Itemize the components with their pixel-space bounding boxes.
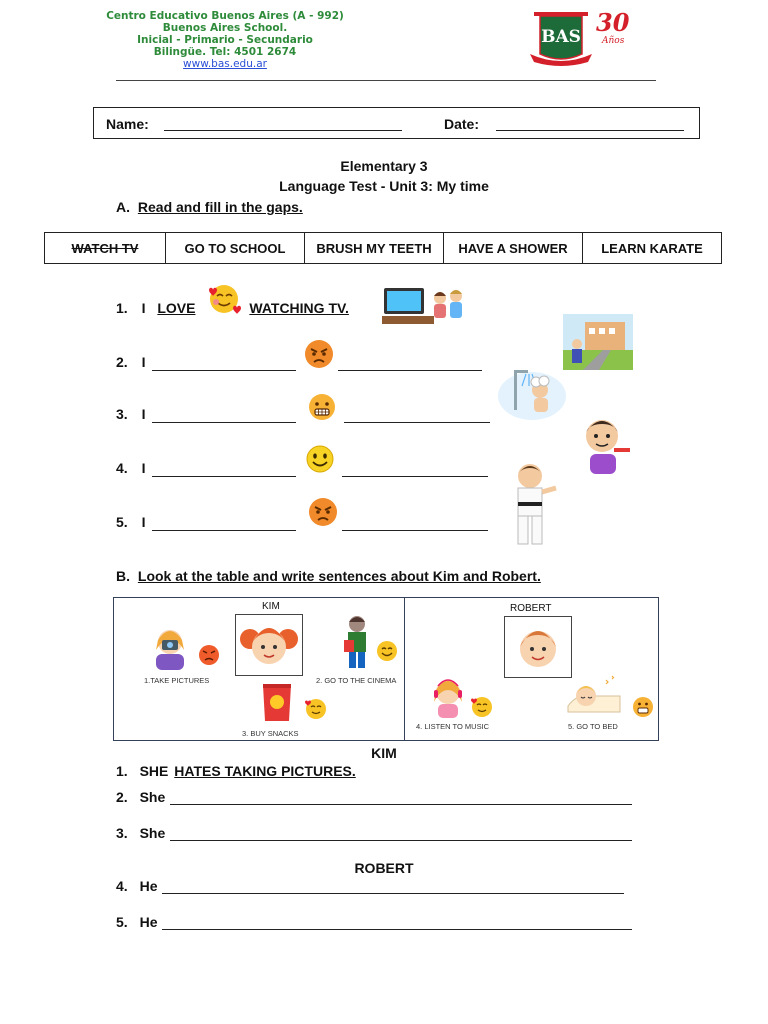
- go-to-bed-picture: [566, 672, 624, 718]
- caption-cinema: 2. GO TO THE CINEMA: [316, 676, 397, 685]
- item-verb: LOVE: [157, 300, 196, 316]
- caption-go-to-bed: 5. GO TO BED: [568, 722, 618, 731]
- sentence-3-blank[interactable]: [170, 828, 632, 841]
- exercise-a-item-4: [116, 460, 145, 476]
- sentence-subject: He: [139, 878, 158, 894]
- school-logo: [526, 10, 596, 66]
- shower-picture: [496, 366, 568, 422]
- section-a-instruction: Read and fill in the gaps.: [137, 199, 303, 215]
- anniversary-word: Años: [602, 36, 625, 46]
- item-subject: I: [141, 406, 146, 422]
- angry-face-icon: [198, 644, 220, 666]
- exercise-a-item-5: [116, 514, 145, 530]
- karate-picture: [508, 462, 560, 548]
- header-rule: [116, 80, 656, 81]
- sentence-number: 2.: [116, 789, 128, 805]
- item-subject: I: [141, 300, 146, 316]
- item-5-blank-verb[interactable]: [152, 518, 296, 531]
- level-title: Elementary 3: [340, 158, 428, 174]
- sentence-5-blank[interactable]: [162, 917, 632, 930]
- section-b-instruction: Look at the table and write sentences about Kim and Robert.: [137, 568, 541, 584]
- kim-portrait: [235, 614, 303, 676]
- caption-snacks: 3. BUY SNACKS: [242, 729, 299, 738]
- item-2-blank-activity[interactable]: [338, 358, 482, 371]
- watching-tv-picture: [380, 284, 470, 328]
- sentence-subject: SHE: [139, 763, 169, 779]
- section-a-heading: [116, 199, 303, 215]
- school-picture: [563, 314, 633, 370]
- school-levels: Inicial - Primario - Secundario: [137, 34, 313, 46]
- robert-portrait: [504, 616, 572, 678]
- item-2-blank-verb[interactable]: [152, 358, 296, 371]
- anniversary-number: 30: [596, 8, 630, 37]
- section-a-letter: A.: [116, 199, 130, 215]
- date-label: Date:: [444, 116, 480, 132]
- item-4-blank-verb[interactable]: [152, 464, 296, 477]
- sentence-number: 3.: [116, 825, 128, 841]
- kim-heading: KIM: [371, 745, 397, 761]
- school-name-en: Buenos Aires School.: [162, 22, 288, 34]
- sentence-subject: He: [139, 914, 158, 930]
- exercise-a-item-1: [116, 300, 376, 316]
- grimace-face-icon: [632, 696, 654, 718]
- sentence-number: 5.: [116, 914, 128, 930]
- word-bank-item: LEARN KARATE: [583, 233, 722, 264]
- school-header: [100, 10, 350, 70]
- sentence-2: [116, 789, 165, 805]
- section-b-heading: [116, 568, 541, 584]
- love-emoji-icon: [470, 696, 494, 718]
- school-name: Centro Educativo Buenos Aires (A - 992): [106, 10, 344, 22]
- take-pictures-picture: [148, 624, 198, 670]
- love-emoji-icon: [206, 282, 242, 316]
- anniversary-badge: [596, 10, 636, 50]
- item-number: 5.: [116, 514, 128, 530]
- listen-music-picture: [426, 672, 470, 718]
- sentence-4: [116, 878, 157, 894]
- brushing-teeth-picture: [578, 414, 634, 476]
- item-number: 3.: [116, 406, 128, 422]
- name-label: Name:: [106, 116, 149, 132]
- love-emoji-icon: [304, 698, 328, 720]
- sentence-4-blank[interactable]: [162, 881, 624, 894]
- word-bank-item: GO TO SCHOOL: [166, 233, 305, 264]
- sentence-number: 4.: [116, 878, 128, 894]
- sentence-number: 1.: [116, 763, 128, 779]
- sentence-2-blank[interactable]: [170, 792, 632, 805]
- snacks-picture: [260, 682, 294, 724]
- caption-take-pictures: 1.TAKE PICTURES: [144, 676, 210, 685]
- sentence-subject: She: [139, 825, 166, 841]
- likes-table: [113, 597, 659, 741]
- caption-listen-music: 4. LISTEN TO MUSIC: [416, 722, 490, 731]
- item-4-blank-activity[interactable]: [342, 464, 488, 477]
- sentence-subject: She: [139, 789, 166, 805]
- word-bank-item: BRUSH MY TEETH: [305, 233, 444, 264]
- exercise-a-item-2: [116, 354, 145, 370]
- item-activity: WATCHING TV.: [249, 300, 349, 316]
- item-5-blank-activity[interactable]: [342, 518, 488, 531]
- sentence-1: [116, 763, 356, 779]
- item-subject: I: [141, 514, 146, 530]
- robert-heading: ROBERT: [354, 860, 414, 876]
- sentence-3: [116, 825, 165, 841]
- item-subject: I: [141, 460, 146, 476]
- date-field[interactable]: [496, 118, 684, 131]
- cinema-picture: [340, 614, 374, 670]
- robert-column-label: ROBERT: [510, 603, 552, 614]
- item-number: 2.: [116, 354, 128, 370]
- happy-face-icon: [304, 444, 336, 474]
- name-field[interactable]: [164, 118, 402, 131]
- sentence-answer: HATES TAKING PICTURES.: [174, 763, 356, 779]
- happy-face-icon: [376, 640, 398, 662]
- test-title: Language Test - Unit 3: My time: [279, 178, 489, 194]
- school-phone: Bilingüe. Tel: 4501 2674: [153, 46, 297, 58]
- grimace-face-icon: [306, 392, 338, 422]
- item-subject: I: [141, 354, 146, 370]
- item-number: 4.: [116, 460, 128, 476]
- school-website-link[interactable]: www.bas.edu.ar: [183, 58, 267, 70]
- sentence-5: [116, 914, 157, 930]
- word-bank-item: HAVE A SHOWER: [444, 233, 583, 264]
- logo-text: BAS: [541, 27, 581, 47]
- item-number: 1.: [116, 300, 128, 316]
- section-b-letter: B.: [116, 568, 130, 584]
- kim-column-label: KIM: [262, 601, 280, 612]
- word-bank-item: WATCH TV: [45, 233, 166, 264]
- exercise-a-item-3: [116, 406, 145, 422]
- angry-face-icon: [302, 338, 336, 370]
- name-date-box: [93, 107, 700, 139]
- item-3-blank-verb[interactable]: [152, 410, 296, 423]
- item-3-blank-activity[interactable]: [344, 410, 490, 423]
- table-divider: [404, 598, 405, 740]
- word-bank: [44, 232, 722, 264]
- angry-face-icon: [306, 496, 340, 528]
